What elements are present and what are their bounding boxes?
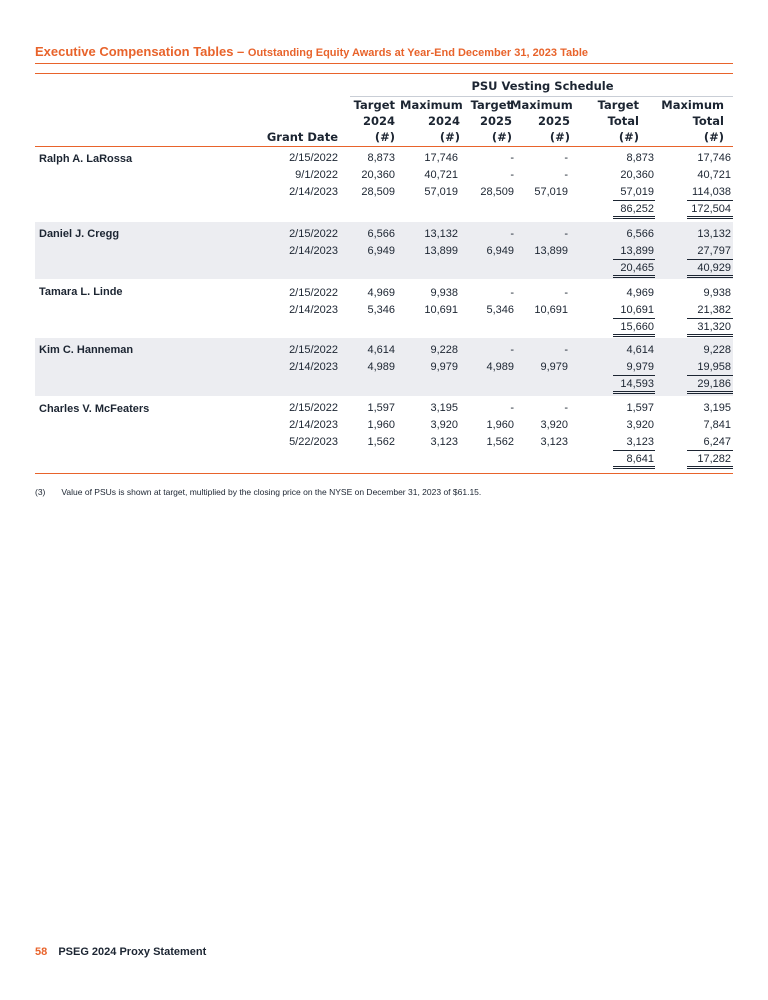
subtotal-rule [687, 186, 733, 201]
cell-maximum-2024: 57,019 [424, 186, 458, 198]
col-header-text: Target [353, 98, 395, 112]
cell-target-2024: 6,949 [367, 245, 395, 257]
cell-target-2025: 4,989 [486, 361, 514, 373]
cell-total-maximum: 17,282 [697, 453, 731, 465]
cell-maximum-total: 21,382 [697, 304, 731, 316]
cell-total-target: 14,593 [620, 378, 654, 390]
total-double-rule [613, 453, 655, 469]
total-double-rule [613, 262, 655, 278]
cell-target-total: 3,123 [626, 436, 654, 448]
cell-target-2024: 4,969 [367, 287, 395, 299]
cell-target-2025: - [510, 169, 514, 181]
title-subtitle: Outstanding Equity Awards at Year-End December 31, 2023 Table [247, 47, 589, 59]
col-header-text: (#) [439, 130, 460, 144]
cell-maximum-total: 9,228 [703, 344, 731, 356]
cell-maximum-2024: 13,132 [424, 228, 458, 240]
cell-maximum-total: 3,195 [703, 402, 731, 414]
cell-total-target: 20,465 [620, 262, 654, 274]
table-row [35, 169, 733, 186]
col-header-target-2024 [345, 97, 395, 145]
cell-maximum-2024: 9,938 [430, 287, 458, 299]
cell-target-total: 13,899 [620, 245, 654, 257]
psu-group-header: PSU Vesting Schedule [471, 79, 614, 93]
cell-target-2025: 5,346 [486, 304, 514, 316]
cell-target-2024: 8,873 [367, 152, 395, 164]
cell-grant-date: 5/22/2023 [289, 436, 338, 448]
table-row [35, 419, 733, 436]
cell-maximum-total: 114,038 [692, 186, 731, 198]
cell-target-2025: - [510, 228, 514, 240]
person-block-linde [35, 280, 733, 337]
cell-maximum-2025: 3,920 [540, 419, 568, 431]
table-row [35, 228, 733, 245]
cell-total-maximum: 40,929 [697, 262, 731, 274]
cell-maximum-total: 6,247 [703, 436, 731, 448]
cell-maximum-2025: 3,123 [540, 436, 568, 448]
cell-maximum-2025: 9,979 [540, 361, 568, 373]
total-double-rule [613, 378, 655, 394]
total-double-rule [687, 378, 733, 394]
footnote-text: Value of PSUs is shown at target, multiplied by the closing price on the NYSE on December 31, 2023 of $61.15. [61, 487, 482, 497]
cell-target-total: 8,873 [626, 152, 654, 164]
table-row [35, 402, 733, 419]
cell-maximum-2024: 13,899 [424, 245, 458, 257]
table-row [35, 287, 733, 304]
col-header-target-total [587, 97, 639, 145]
cell-total-maximum: 172,504 [691, 203, 731, 215]
subtotal-rule [613, 436, 655, 451]
cell-maximum-total: 9,938 [703, 287, 731, 299]
cell-total-maximum: 29,186 [697, 378, 731, 390]
cell-grant-date: 2/14/2023 [289, 186, 338, 198]
cell-target-total: 10,691 [620, 304, 654, 316]
cell-total-target: 15,660 [620, 321, 654, 333]
col-header-text: Maximum [510, 98, 573, 112]
cell-target-2024: 1,960 [367, 419, 395, 431]
cell-maximum-2024: 10,691 [424, 304, 458, 316]
col-header-text: (#) [618, 130, 639, 144]
col-header-target-2025 [465, 97, 512, 145]
col-header-text: (#) [374, 130, 395, 144]
person-block-mcfeaters [35, 397, 733, 471]
cell-maximum-total: 17,746 [697, 152, 731, 164]
col-header-text: (#) [549, 130, 570, 144]
cell-target-2024: 28,509 [361, 186, 395, 198]
cell-target-2024: 4,989 [367, 361, 395, 373]
cell-maximum-2025: 13,899 [534, 245, 568, 257]
cell-grant-date: 2/14/2023 [289, 304, 338, 316]
total-double-rule [687, 453, 733, 469]
person-block-cregg [35, 222, 733, 279]
page-footer [35, 946, 206, 958]
cell-target-2025: - [510, 344, 514, 356]
cell-target-2025: 1,960 [486, 419, 514, 431]
subtotal-rule [687, 361, 733, 376]
col-header-text: (#) [491, 130, 512, 144]
total-double-rule [613, 321, 655, 337]
subtotal-rule [613, 304, 655, 319]
col-header-maximum-total [660, 97, 724, 145]
cell-target-total: 3,920 [626, 419, 654, 431]
cell-total-target: 8,641 [626, 453, 654, 465]
cell-grant-date: 2/15/2022 [289, 344, 338, 356]
cell-target-total: 6,566 [626, 228, 654, 240]
cell-maximum-total: 7,841 [703, 419, 731, 431]
cell-target-2024: 1,597 [367, 402, 395, 414]
person-block-larossa [35, 147, 733, 221]
col-header-text: 2024 [362, 114, 395, 128]
cell-maximum-2025: - [564, 402, 568, 414]
cell-target-2025: - [510, 402, 514, 414]
subtotal-rule [687, 436, 733, 451]
cell-total-target: 86,252 [620, 203, 654, 215]
cell-grant-date: 2/14/2023 [289, 245, 338, 257]
cell-maximum-2024: 40,721 [424, 169, 458, 181]
col-header-grant-date [260, 97, 338, 145]
cell-target-2025: - [510, 152, 514, 164]
footnote-number: (3) [35, 487, 46, 497]
cell-maximum-2025: - [564, 344, 568, 356]
cell-maximum-total: 13,132 [697, 228, 731, 240]
cell-target-2024: 5,346 [367, 304, 395, 316]
cell-grant-date: 2/15/2022 [289, 152, 338, 164]
person-block-hanneman [35, 338, 733, 396]
col-header-text: Target [597, 98, 639, 112]
table-bottom-rule [35, 473, 733, 474]
cell-target-2024: 1,562 [367, 436, 395, 448]
col-header-text: Total [692, 114, 724, 128]
col-header-text: Target [470, 98, 512, 112]
col-header-text: (#) [703, 130, 724, 144]
cell-maximum-total: 27,797 [697, 245, 731, 257]
cell-maximum-2024: 17,746 [424, 152, 458, 164]
cell-total-maximum: 31,320 [697, 321, 731, 333]
person-name: Charles V. McFeaters [39, 403, 150, 415]
col-header-text: Total [607, 114, 639, 128]
person-name: Daniel J. Cregg [39, 228, 120, 240]
table-row [35, 152, 733, 169]
col-header-text: Maximum [400, 98, 463, 112]
col-header-text: Maximum [661, 98, 724, 112]
total-double-rule [687, 203, 733, 219]
cell-maximum-2025: 10,691 [534, 304, 568, 316]
cell-maximum-2024: 3,123 [430, 436, 458, 448]
cell-target-2025: 28,509 [480, 186, 514, 198]
col-header-maximum-2025 [510, 97, 573, 145]
subtotal-rule [687, 245, 733, 260]
cell-maximum-2025: - [564, 228, 568, 240]
subtotal-rule [687, 304, 733, 319]
person-name: Ralph A. LaRossa [39, 153, 133, 165]
cell-target-2024: 20,360 [361, 169, 395, 181]
cell-target-2024: 4,614 [367, 344, 395, 356]
total-double-rule [687, 262, 733, 278]
col-header-maximum-2024 [400, 97, 463, 145]
col-header-text: 2025 [537, 114, 570, 128]
cell-maximum-2025: - [564, 169, 568, 181]
page-number: 58 [35, 946, 48, 958]
cell-grant-date: 2/14/2023 [289, 419, 338, 431]
document-title: PSEG 2024 Proxy Statement [58, 946, 207, 958]
subtotal-rule [613, 245, 655, 260]
cell-grant-date: 2/15/2022 [289, 287, 338, 299]
cell-grant-date: 2/15/2022 [289, 228, 338, 240]
cell-maximum-2024: 3,920 [430, 419, 458, 431]
cell-maximum-2024: 3,195 [430, 402, 458, 414]
cell-target-2024: 6,566 [367, 228, 395, 240]
cell-grant-date: 2/15/2022 [289, 402, 338, 414]
col-header-text: 2025 [479, 114, 512, 128]
total-double-rule [687, 321, 733, 337]
col-header-text: 2024 [427, 114, 460, 128]
cell-target-2025: 6,949 [486, 245, 514, 257]
cell-maximum-2025: - [564, 287, 568, 299]
table-top-rule [35, 73, 733, 74]
cell-maximum-total: 40,721 [697, 169, 731, 181]
cell-target-2025: - [510, 287, 514, 299]
cell-target-total: 20,360 [620, 169, 654, 181]
cell-maximum-2025: - [564, 152, 568, 164]
cell-target-total: 4,969 [626, 287, 654, 299]
total-double-rule [613, 203, 655, 219]
cell-grant-date: 2/14/2023 [289, 361, 338, 373]
cell-maximum-2025: 57,019 [534, 186, 568, 198]
title-rule [35, 63, 733, 64]
cell-target-2025: 1,562 [486, 436, 514, 448]
cell-target-total: 57,019 [620, 186, 654, 198]
footnote [35, 487, 481, 497]
cell-target-total: 1,597 [626, 402, 654, 414]
col-header-text: Grant Date [266, 130, 338, 144]
page-title [35, 44, 735, 59]
cell-target-total: 9,979 [626, 361, 654, 373]
person-name: Kim C. Hanneman [39, 344, 134, 356]
cell-target-total: 4,614 [626, 344, 654, 356]
cell-maximum-2024: 9,228 [430, 344, 458, 356]
subtotal-rule [613, 186, 655, 201]
subtotal-rule [613, 361, 655, 376]
cell-maximum-total: 19,958 [697, 361, 731, 373]
cell-grant-date: 9/1/2022 [295, 169, 338, 181]
title-main: Executive Compensation Tables – [35, 44, 245, 59]
cell-maximum-2024: 9,979 [430, 361, 458, 373]
person-name: Tamara L. Linde [39, 286, 123, 298]
table-row [35, 344, 733, 361]
